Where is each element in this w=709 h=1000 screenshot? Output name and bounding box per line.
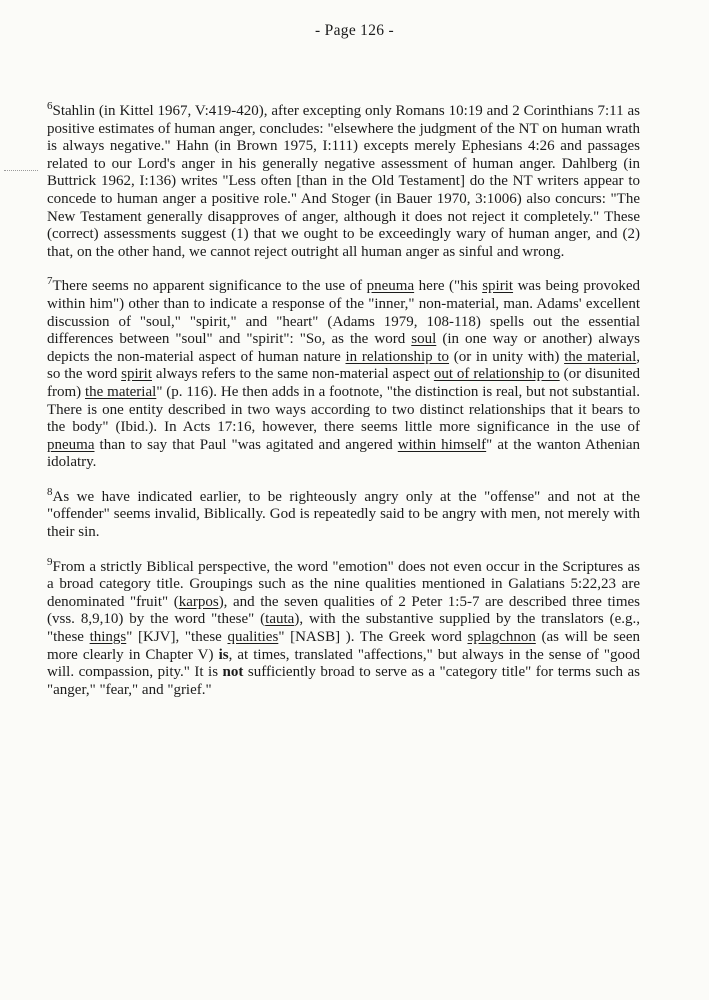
footnotes-section <box>47 100 641 716</box>
emphasis-the-material: the material <box>85 383 157 400</box>
emphasis-out-of-relationship-to: out of relationship to <box>433 366 560 383</box>
footnote-number: 7 <box>47 275 53 288</box>
emphasis-splagchnon: splagchnon <box>467 629 536 646</box>
emphasis-pneuma: pneuma <box>366 278 415 295</box>
emphasis-soul: soul <box>411 331 437 348</box>
emphasis-in-relationship-to: in relationship to <box>345 348 450 365</box>
page-number-header: - Page 126 - <box>315 22 394 39</box>
footnote-6: $^6$Stahlin (in Kittel 1967, V:419-420), after excepting only Romans 10:19 and 2 Corinthians 7:11 as positive estimates of human anger, concludes: "elsewhere the judgment of the NT on human wrath is always negative." Hahn (in Brown 1975, I:111) excepts merely Ephesians 4:26 and passages related to our Lord's anger in his generally negative assessment of human anger. Dahlberg (in Buttrick 1962, I:136) writes "Less often [than in the Old Testament] do the NT writers appear to concede to human anger a positive role." And Stoger (in Bauer 1970, 3:1006) also concurs: "The New Testament generally disapproves of anger, although it does not reject it completely." These (correct) assessments suggest (1) that we ought to be exceedingly wary of human anger, and (2) that, on the other hand, we cannot reject outright all human anger as sinful and wrong. <box>47 100 640 260</box>
emphasis-spirit: spirit <box>482 278 514 295</box>
footnote-7: $^7$There seems no apparent significance to the use of pneuma here ("his spirit was being provoked within him") other than to indicate a response of the "inner," non-material, man. Adams' excellent discussion of "soul," "spirit," and "heart" (Adams 1979, 108-118) spells out the essential differences between "soul" and "spirit": "So, as the word soul (in one way or another) always depicts the non-material aspect of human nature in relationship to (or in unity with) the material, so the word spirit always refers to the same non-material aspect out of relationship to (or disunited from) the material" (p. 116). He then adds in a footnote, "the distinction is real, but not substantial. There is one entity described in two ways according to two distinct relationships that it bears to the body" (Ibid.). In Acts 17:16, however, there seems little more significance in the use of pneuma than to say that Paul "was agitated and angered within himself" at the wanton Athenian idolatry. <box>47 275 641 471</box>
emphasis-spirit: spirit <box>121 366 153 383</box>
footnote-8: $^8$As we have indicated earlier, to be righteously angry only at the "offense" and not at the "offender" seems invalid, Biblically. God is repeatedly said to be angry with men, not merely with their sin. <box>47 485 640 541</box>
emphasis-the-material: the material <box>564 348 637 365</box>
emphasis-tauta: tauta <box>265 611 295 628</box>
footnote-number: 9 <box>47 555 53 568</box>
footnote-9: $^9$From a strictly Biblical perspective, the word "emotion" does not even occur in the Scriptures as a broad category title. Groupings such as the nine qualities mentioned in Galatians 5:22,23 are denominated "fruit" (karpos), and the seven qualities of 2 Peter 1:5-7 are described three times (vss. 8,9,10) by the word "these" (tauta), with the substantive supplied by the translators (e.g., "these things" [KJV], "these qualities" [NASB] ). The Greek word splagchnon (as will be seen more clearly in Chapter V) is, at times, translated "affections," but always in the sense of "good will. compassion, pity." It is not sufficiently broad to serve as a "category title" for terms such as "anger," "fear," and "grief." <box>47 555 641 698</box>
emphasis-is: is <box>218 646 229 663</box>
emphasis-karpos: karpos <box>178 593 219 610</box>
footnote-number: 8 <box>47 485 53 498</box>
emphasis-pneuma: pneuma <box>47 436 95 453</box>
emphasis-qualities: qualities <box>227 629 279 646</box>
emphasis-not: not <box>222 664 244 681</box>
footnote-number: 6 <box>47 100 53 112</box>
margin-mark <box>4 170 38 173</box>
emphasis-within-himself: within himself <box>397 436 487 453</box>
emphasis-things: things <box>89 629 127 646</box>
